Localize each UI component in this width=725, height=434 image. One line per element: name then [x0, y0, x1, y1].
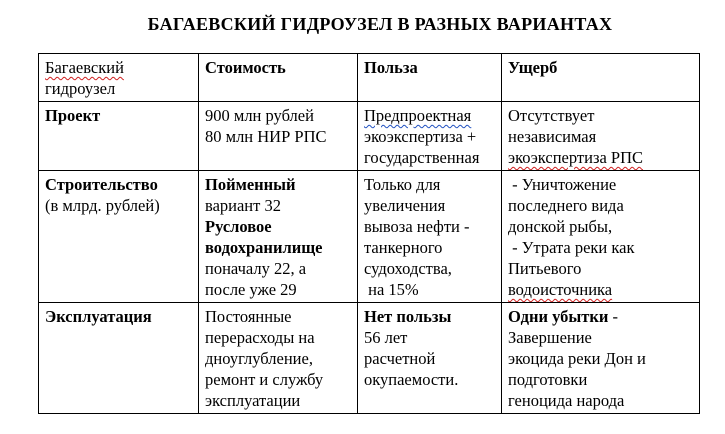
- header-label-line2: гидроузел: [45, 79, 116, 98]
- header-cell-benefit: Польза: [358, 54, 502, 102]
- cost-line: Постоянные: [205, 307, 292, 326]
- cost-line: водохранилище: [205, 238, 323, 257]
- cost-line: 900 млн рублей: [205, 106, 314, 125]
- damage-line: Отсутствует: [508, 106, 595, 125]
- damage-line: Завершение: [508, 328, 592, 347]
- damage-line: последнего вида: [508, 196, 624, 215]
- cell-exploitation-cost: [199, 303, 358, 414]
- damage-line: независимая: [508, 127, 597, 146]
- cost-line: перерасходы на: [205, 328, 315, 347]
- cell-construction-damage: [502, 171, 700, 303]
- benefit-line: Только для: [364, 175, 441, 194]
- cost-line: после уже 29: [205, 280, 297, 299]
- cost-line: эксплуатации: [205, 391, 301, 410]
- damage-line: - Утрата реки как: [508, 238, 635, 257]
- benefit-line: Предпроектная: [364, 106, 472, 125]
- cell-construction-cost: [199, 171, 358, 303]
- comparison-table: [38, 53, 700, 414]
- cell-exploitation-damage: [502, 303, 700, 414]
- cell-construction-label: [39, 171, 199, 303]
- header-cell-damage: Ущерб: [502, 54, 700, 102]
- damage-line: экоцида реки Дон и: [508, 349, 646, 368]
- cost-line: поначалу 22, а: [205, 259, 307, 278]
- damage-line: экоэкспертиза РПС: [508, 148, 644, 167]
- cost-line: Пойменный: [205, 175, 296, 194]
- cost-line: 80 млн НИР РПС: [205, 127, 327, 146]
- row-label-project: Проект: [39, 102, 199, 171]
- header-label-line1: Багаевский: [45, 58, 124, 77]
- benefit-highlight: Нет пользы: [364, 307, 452, 326]
- row-label-note: (в млрд. рублей): [45, 196, 160, 215]
- cost-line: ремонт и службу: [205, 370, 324, 389]
- damage-line: геноцида народа: [508, 391, 625, 410]
- cost-line: дноуглубление,: [205, 349, 313, 368]
- benefit-line: расчетной: [364, 349, 436, 368]
- row-label-exploitation: Эксплуатация: [39, 303, 199, 414]
- benefit-line: судоходства,: [364, 259, 452, 278]
- damage-line: водоисточника: [508, 280, 613, 299]
- damage-headline: [508, 306, 695, 327]
- page-title: БАГАЕВСКИЙ ГИДРОУЗЕЛ В РАЗНЫХ ВАРИАНТАХ: [147, 14, 613, 34]
- row-label-construction: Строительство: [45, 175, 158, 194]
- damage-line: донской рыбы,: [508, 217, 613, 236]
- header-cell-project: [39, 54, 199, 102]
- benefit-line: окупаемости.: [364, 370, 459, 389]
- benefit-line: 56 лет: [364, 328, 408, 347]
- damage-line: подготовки: [508, 370, 588, 389]
- table-header-row: [39, 54, 700, 102]
- cell-project-benefit: [358, 102, 502, 171]
- damage-dash: -: [608, 307, 619, 326]
- header-cell-cost: Стоимость: [199, 54, 358, 102]
- table-row-project: [39, 102, 700, 171]
- cost-line: вариант 32: [205, 196, 281, 215]
- benefit-line: экоэкспертиза +: [364, 127, 477, 146]
- damage-line: - Уничтожение: [508, 175, 617, 194]
- benefit-line: вывоза нефти -: [364, 217, 470, 236]
- benefit-line: государственная: [364, 148, 480, 167]
- cell-exploitation-benefit: [358, 303, 502, 414]
- damage-highlight: Одни убытки: [508, 307, 609, 326]
- benefit-line: танкерного: [364, 238, 443, 257]
- cost-line: Русловое: [205, 217, 272, 236]
- damage-line: Питьевого: [508, 259, 582, 278]
- benefit-line: увеличения: [364, 196, 446, 215]
- table-row-construction: [39, 171, 700, 303]
- cell-project-damage: [502, 102, 700, 171]
- cell-project-cost: [199, 102, 358, 171]
- cell-construction-benefit: [358, 171, 502, 303]
- table-row-exploitation: [39, 303, 700, 414]
- benefit-line: на 15%: [364, 280, 419, 299]
